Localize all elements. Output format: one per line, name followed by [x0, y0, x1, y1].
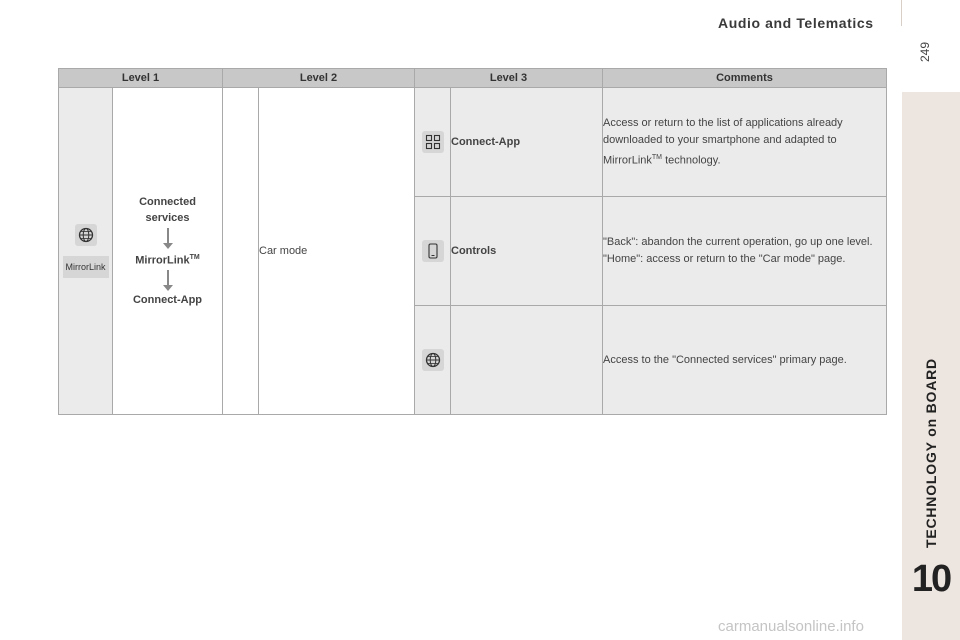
page-header-title: Audio and Telematics — [718, 15, 874, 31]
comment-connect-app: Access or return to the list of applications already downloaded to your smartphone and adapted to MirrorLink™ technology. — [603, 88, 887, 197]
level-table — [58, 68, 887, 415]
mirrorlink-logo: MirrorLink — [63, 256, 109, 278]
arrow-down-icon — [167, 228, 169, 244]
header-divider — [901, 0, 902, 26]
table-header-row — [59, 69, 887, 88]
level2-icon-cell — [223, 88, 259, 415]
watermark: carmanualsonline.info — [718, 618, 864, 635]
chapter-number: 10 — [911, 558, 951, 600]
level3-icon-cell — [415, 88, 451, 197]
page-number: 249 — [918, 41, 932, 62]
globe-icon — [75, 224, 97, 246]
connected-services-label: Connected services — [139, 195, 196, 224]
level3-icon-cell — [415, 306, 451, 415]
phone-icon — [422, 240, 444, 262]
header-level-1: Level 1 — [59, 69, 223, 88]
level3-controls: Controls — [451, 197, 603, 306]
level3-icon-cell — [415, 197, 451, 306]
globe-icon — [422, 349, 444, 371]
mirrorlink-label: MirrorLink™ — [135, 253, 200, 267]
comment-connected-services: Access to the "Connected services" primary page. — [603, 306, 887, 415]
comment-controls: "Back": abandon the current operation, go up one level. "Home": access or return to the "Car mode" page. — [603, 197, 887, 306]
level2-car-mode: Car mode — [259, 88, 415, 415]
connect-app-label: Connect-App — [132, 294, 203, 307]
level1-menu-path — [113, 88, 223, 415]
header-level-2: Level 2 — [223, 69, 415, 88]
level1-icon-cell — [59, 88, 113, 415]
apps-grid-icon — [422, 131, 444, 153]
level3-connected-services — [451, 306, 603, 415]
header-level-3: Level 3 — [415, 69, 603, 88]
header-comments: Comments — [603, 69, 887, 88]
table-row — [59, 88, 887, 197]
arrow-down-icon — [167, 270, 169, 286]
level3-connect-app: Connect-App — [451, 88, 603, 197]
chapter-title: TECHNOLOGY on BOARD — [923, 358, 939, 548]
